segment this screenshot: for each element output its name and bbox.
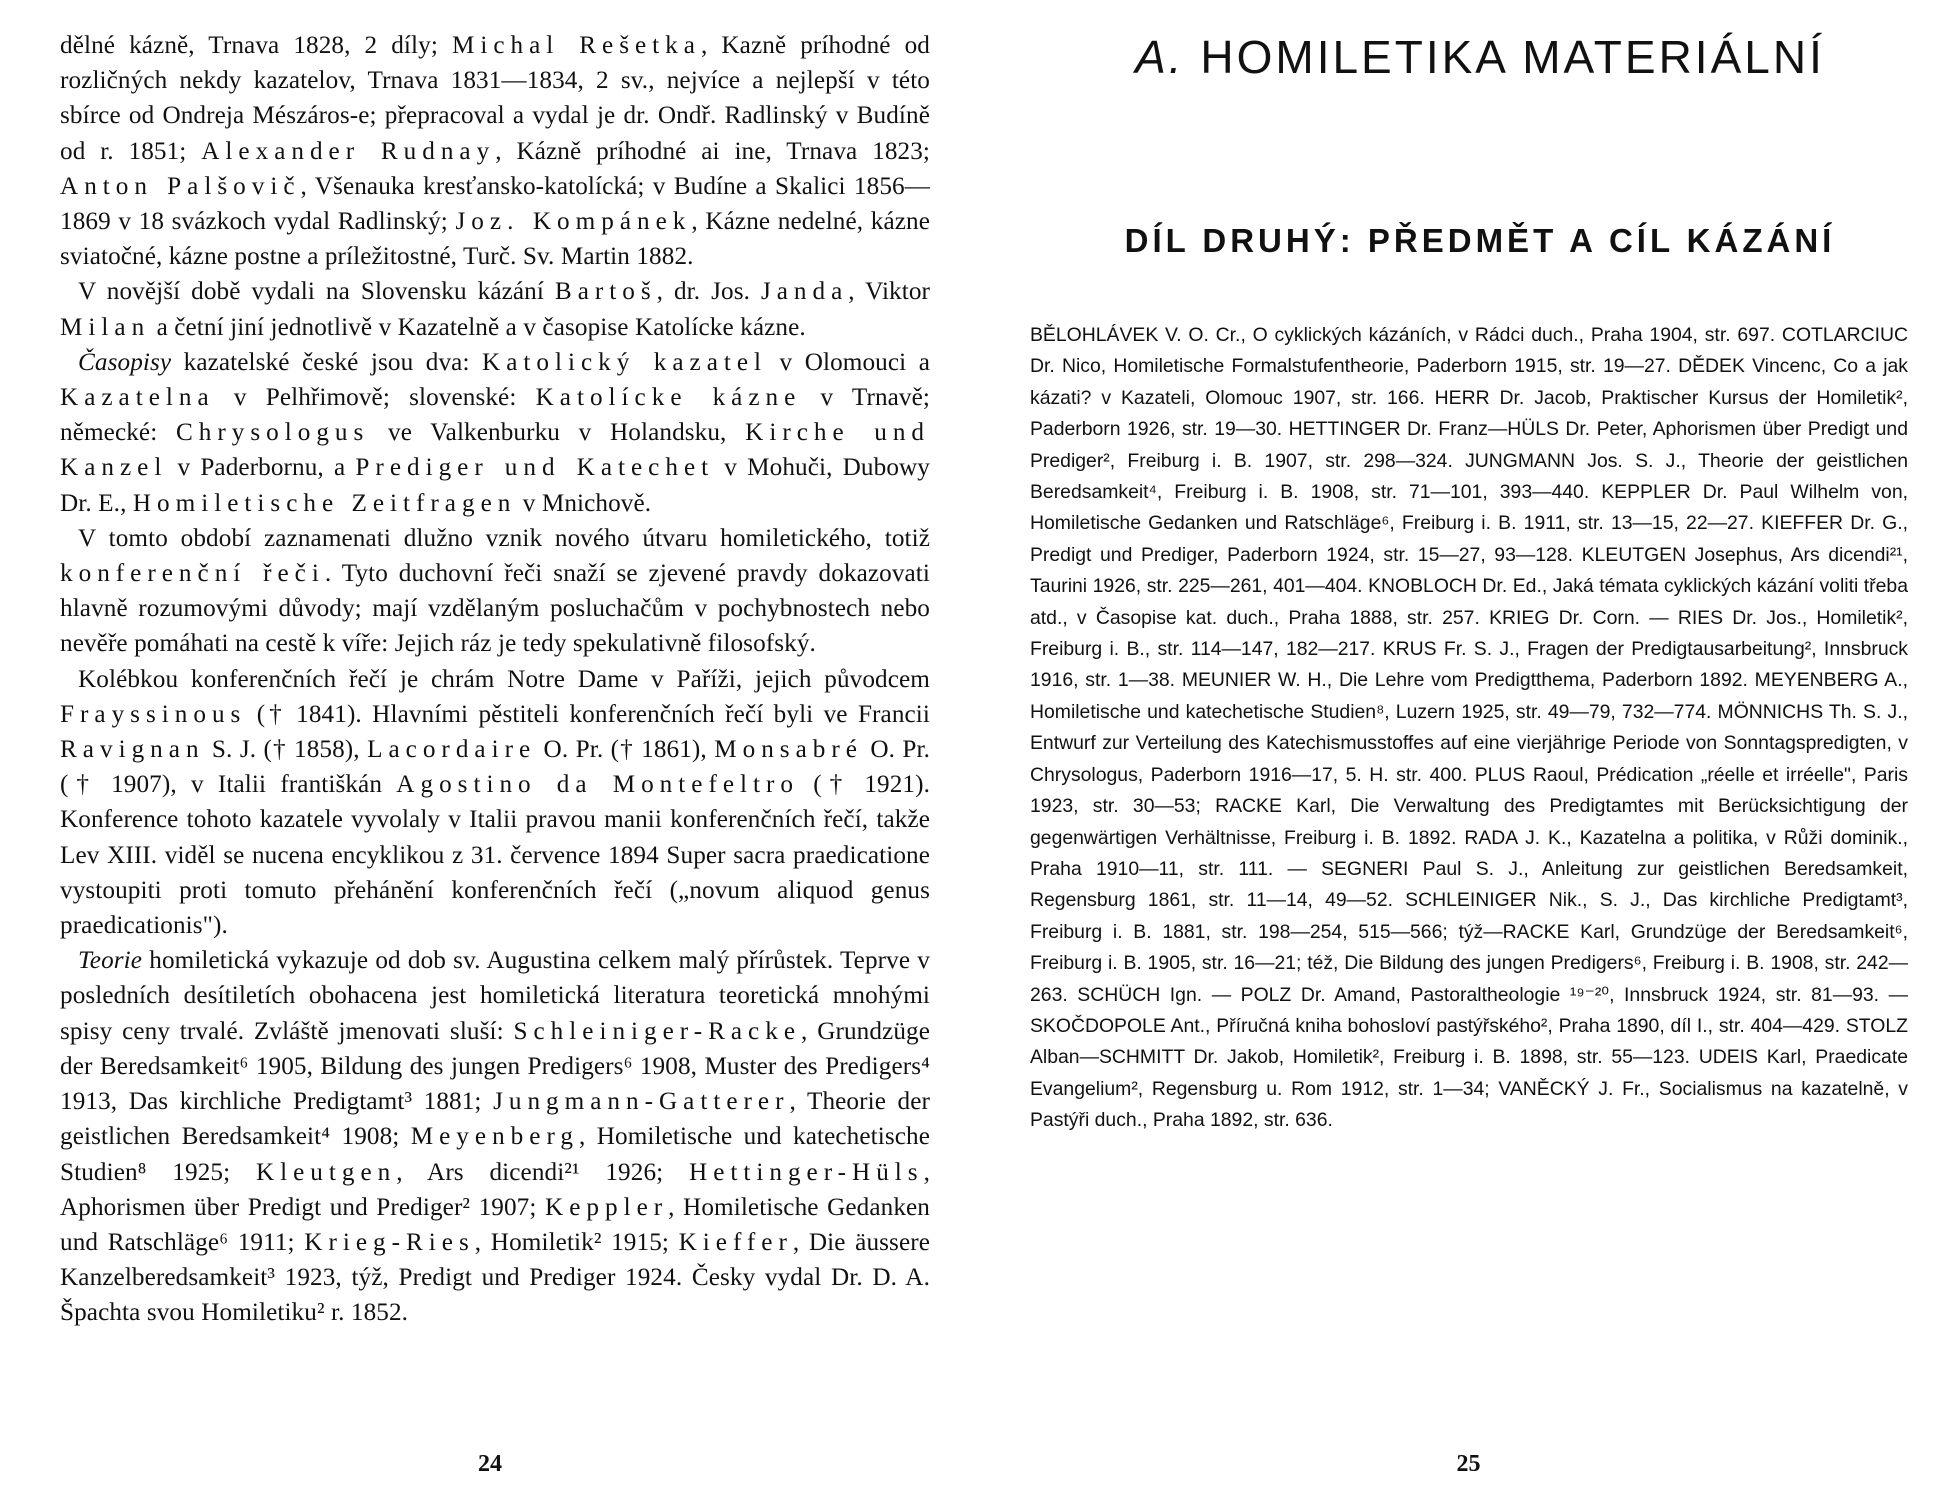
- section-title-letter: A.: [1135, 31, 1185, 83]
- section-title-text: HOMILETIKA MATERIÁLNÍ: [1184, 31, 1825, 83]
- spaced-name: konferenční řeči: [60, 560, 325, 588]
- spaced-name: Milan: [60, 313, 151, 341]
- spaced-name: Joz. Kompánek: [455, 208, 692, 236]
- text-run: ve Valkenburku v Holandsku,: [369, 419, 746, 447]
- paragraph: [60, 274, 930, 344]
- spaced-name: Katolícke kázne: [535, 384, 802, 412]
- spaced-name: Kazatelna: [60, 384, 215, 412]
- text-run: homiletická vykazuje od dob sv. Augustina celkem malý přírůstek. Teprve v posledních desítiletích obohacena jest homiletická literatura teoretická mnohými spisy ceny trvalé. Zvláště jmenovati sluší:: [60, 947, 930, 1045]
- spaced-name: Michal Rešetka: [451, 32, 701, 59]
- text-run: v Mnichově.: [516, 489, 652, 517]
- spaced-name: Hettinger-Hüls: [689, 1158, 924, 1186]
- spaced-name: Prediger und Katechet: [355, 454, 715, 482]
- right-page: [980, 0, 1957, 1500]
- spaced-name: Krieg-Ries: [304, 1228, 475, 1256]
- text-run: , Grundzüge der Beredsamkeit⁶ 1905, Bildung des jungen Predigers⁶ 1908, Muster des Predigers⁴ 1913, Das kirchliche Predigtamt³ 1881;: [60, 1017, 930, 1116]
- text-run: , Kázne nedelné, kázne sviatočné, kázne postne a príležitostné, Turč. Sv. Martin 1882.: [60, 208, 930, 271]
- text-run: kazatelské české jsou dva:: [171, 348, 483, 376]
- text-run: , Homiletik² 1915;: [474, 1228, 679, 1256]
- paragraph: [60, 521, 930, 662]
- text-run: . Tyto duchovní řeči snaží se zjevené pravdy dokazovati hlavně rozumovými důvody; mají vzdělaným posluchačům v pochybnostech nebo nevěře pomáhati na cestě k víře: Jejich ráz je tedy spekulativně filosofský.: [60, 560, 931, 658]
- section-title: [1040, 30, 1920, 84]
- text-run: , Kazně príhodné od rozličných nekdy kazatelov, Trnava 1831—1834, 2 sv., nejvíce a nejlepší v této sbírce od Ondreja Mészáros-e; přepracoval a vydal je dr. Ondř. Radlinský v Budíně od r. 1851;: [60, 32, 930, 165]
- paragraph: [60, 28, 930, 274]
- text-run: v Trnavě; německé:: [60, 384, 930, 447]
- spaced-name: Katolický kazatel: [482, 348, 768, 376]
- left-page-number: 24: [478, 1451, 502, 1477]
- spaced-name: Bartoš: [554, 278, 657, 306]
- left-page-text: [60, 28, 930, 1331]
- spaced-name: Kleutgen: [255, 1158, 397, 1186]
- text-run: S. J. († 1858),: [204, 736, 368, 764]
- spaced-name: Meyenberg: [410, 1123, 579, 1151]
- text-run: v Olomouci a: [767, 348, 931, 376]
- spaced-name: Anton Palšovič: [60, 172, 301, 200]
- text-run: a četní jiní jednotlivě v Kazatelně a v časopise Katolícke kázne.: [150, 313, 806, 341]
- italic-term: Časopisy: [78, 348, 172, 376]
- spaced-name: Schleiniger-Racke: [513, 1017, 802, 1045]
- text-run: V novější době vydali na Slovensku kázání: [78, 278, 555, 306]
- right-page-number: 25: [1456, 1451, 1481, 1477]
- paragraph: [60, 345, 930, 521]
- spaced-name: Chrysologus: [175, 419, 370, 447]
- spaced-name: Lacordaire: [367, 736, 537, 764]
- italic-term: Teorie: [78, 947, 143, 975]
- spaced-name: Frayssinous: [60, 700, 247, 728]
- paragraph: [60, 662, 930, 944]
- spaced-name: Alexander Rudnay: [201, 137, 496, 165]
- text-run: , dr. Jos.: [656, 278, 761, 306]
- text-run: v Paderbornu, a: [167, 454, 356, 482]
- text-run: O. Pr. († 1907), v Italii františkán: [60, 736, 930, 799]
- spaced-name: Agostino da Montefeltro: [396, 771, 799, 799]
- text-run: († 1921). Konference tohoto kazatele vyvolaly v Italii pravou manii konferenčních řečí, takže Lev XIII. viděl se nucena encyklikou z 31. července 1894 Super sacra praedicatione vystoupiti proti tomuto přehánění konferenčních řečí („novum aliquod genus praedicationis").: [60, 771, 930, 940]
- text-run: , Kázně príhodné ai ine, Trnava 1823;: [495, 137, 931, 165]
- text-run: , Theorie der geistlichen Beredsamkeit⁴ 1908;: [60, 1088, 930, 1151]
- spaced-name: Monsabré: [714, 736, 863, 764]
- text-run: v Mohuči, Dubowy Dr. E.,: [60, 454, 930, 517]
- part-subtitle: DÍL DRUHÝ: PŘEDMĚT A CÍL KÁZÁNÍ: [1124, 222, 1836, 259]
- spaced-name: Jungmann-Gatterer: [493, 1088, 790, 1116]
- paragraph: [60, 943, 930, 1330]
- text-run: , Všenauka kresťansko-katolícká; v Budíne a Skalici 1856—1869 v 18 svázkoch vydal Radlinský;: [60, 172, 930, 236]
- text-run: , Homiletische Gedanken und Ratschläge⁶ 1911;: [60, 1193, 930, 1256]
- text-run: V tomto období zaznamenati dlužno vznik nového útvaru homiletického, totiž: [78, 524, 930, 552]
- text-run: dělné kázně, Trnava 1828, 2 díly;: [60, 32, 452, 59]
- spaced-name: Kieffer: [678, 1228, 793, 1256]
- spaced-name: Kirche und Kanzel: [60, 419, 931, 482]
- spaced-name: Homiletische Zeitfragen: [132, 489, 517, 517]
- spaced-name: Keppler: [545, 1193, 669, 1221]
- text-run: v Pelhřimově; slovenské:: [214, 384, 536, 412]
- spaced-name: Ravignan: [60, 736, 205, 764]
- text-run: Kolébkou konferenčních řečí je chrám Notre Dame v Paříži, jejich původcem: [78, 665, 930, 693]
- text-run: , Die äussere Kanzelberedsamkeit³ 1923, týž, Predigt und Prediger 1924. Česky vydal Dr. D. A. Špachta svou Homiletiku² r. 1852.: [60, 1228, 931, 1327]
- text-run: O. Pr. († 1861),: [536, 736, 715, 764]
- spaced-name: Janda: [760, 278, 849, 306]
- text-run: , Homiletische und katechetische Studien⁸ 1925;: [60, 1123, 930, 1186]
- bibliography-text: BĚLOHLÁVEK V. O. Cr., O cyklických kázáních, v Rádci duch., Praha 1904, str. 697. COTLARCIUC Dr. Nico, Homiletische Formalstufentheorie, Paderborn 1915, str. 19—27. DĚDEK Vincenc, Co a jak kázati? v Kazateli, Olomouc 1907, str. 166. HERR Dr. Jacob, Praktischer Kursus der Homiletik², Paderborn 1926, str. 19—30. HETTINGER Dr. Franz—HÜLS Dr. Peter, Aphorismen über Predigt und Prediger², Freiburg i. B. 1907, str. 298—324. JUNGMANN Jos. S. J., Theorie der geistlichen Beredsamkeit⁴, Freiburg i. B. 1908, str. 71—101, 393—440. KEPPLER Dr. Paul Wilhelm von, Homiletische Gedanken und Ratschläge⁶, Freiburg i. B. 1911, str. 13—15, 22—27. KIEFFER Dr. G., Predigt und Prediger, Paderborn 1924, str. 15—27, 93—128. KLEUTGEN Josephus, Ars dicendi²¹, Taurini 1926, str. 225—261, 401—404. KNOBLOCH Dr. Ed., Jaká témata cyklických kázání voliti třeba atd., v Časopise kat. duch., Praha 1888, str. 257. KRIEG Dr. Corn. — RIES Dr. Jos., Homiletik², Freiburg i. B., str. 114—147, 182—217. KRUS Fr. S. J., Fragen der Predigtausarbeitung², Innsbruck 1916, str. 1—38. MEUNIER W. H., Die Lehre vom Predigtthema, Paderborn 1892. MEYENBERG A., Homiletische und katechetische Studien⁸, Luzern 1925, str. 49—79, 732—774. MÖNNICHS Th. S. J., Entwurf zur Verteilung des Katechismusstoffes auf eine vierjährige Periode von Sonntagspredigten, v Chrysologus, Paderborn 1916—17, 5. H. str. 400. PLUS Raoul, Prédication „réelle et irréelle", Paris 1923, str. 30—53; RACKE Karl, Die Verwaltung des Predigtamtes mit Berücksichtigung der gegenwärtigen Verhältnisse, Freiburg i. B. 1892. RADA J. K., Kazatelna a politika, v Růži dominik., Praha 1910—11, str. 111. — SEGNERI Paul S. J., Anleitung zur geistlichen Beredsamkeit, Regensburg 1861, str. 11—14, 49—52. SCHLEINIGER Nik., S. J., Das kirchliche Predigtamt³, Freiburg i. B. 1881, str. 198—254, 515—566; týž—RACKE Karl, Grundzüge der Beredsamkeit⁶, Freiburg i. B. 1905, str. 16—21; též, Die Bildung des jungen Predigers⁶, Freiburg i. B. 1908, str. 242—263. SCHÜCH Ign. — POLZ Dr. Amand, Pastoraltheologie ¹⁹⁻²⁰, Innsbruck 1924, str. 81—93. — SKOČDOPOLE Ant., Příručná kniha bohosloví pastýřského², Praha 1890, díl I., str. 404—429. STOLZ Alban—SCHMITT Dr. Jakob, Homiletik², Freiburg i. B. 1898, str. 55—123. UDEIS Karl, Praedicate Evangelium², Regensburg u. Rom 1912, str. 1—34; VANĚCKÝ J. Fr., Socialismus na kazatelně, v Pastýři duch., Praha 1892, str. 636.: [1030, 324, 1908, 1132]
- text-run: († 1841). Hlavními pěstiteli konferenčních řečí byli ve Francii: [246, 700, 930, 728]
- text-run: , Ars dicendi²¹ 1926;: [396, 1158, 689, 1186]
- text-run: , Viktor: [848, 278, 931, 306]
- text-run: , Aphorismen über Predigt und Prediger² 1907;: [60, 1158, 930, 1221]
